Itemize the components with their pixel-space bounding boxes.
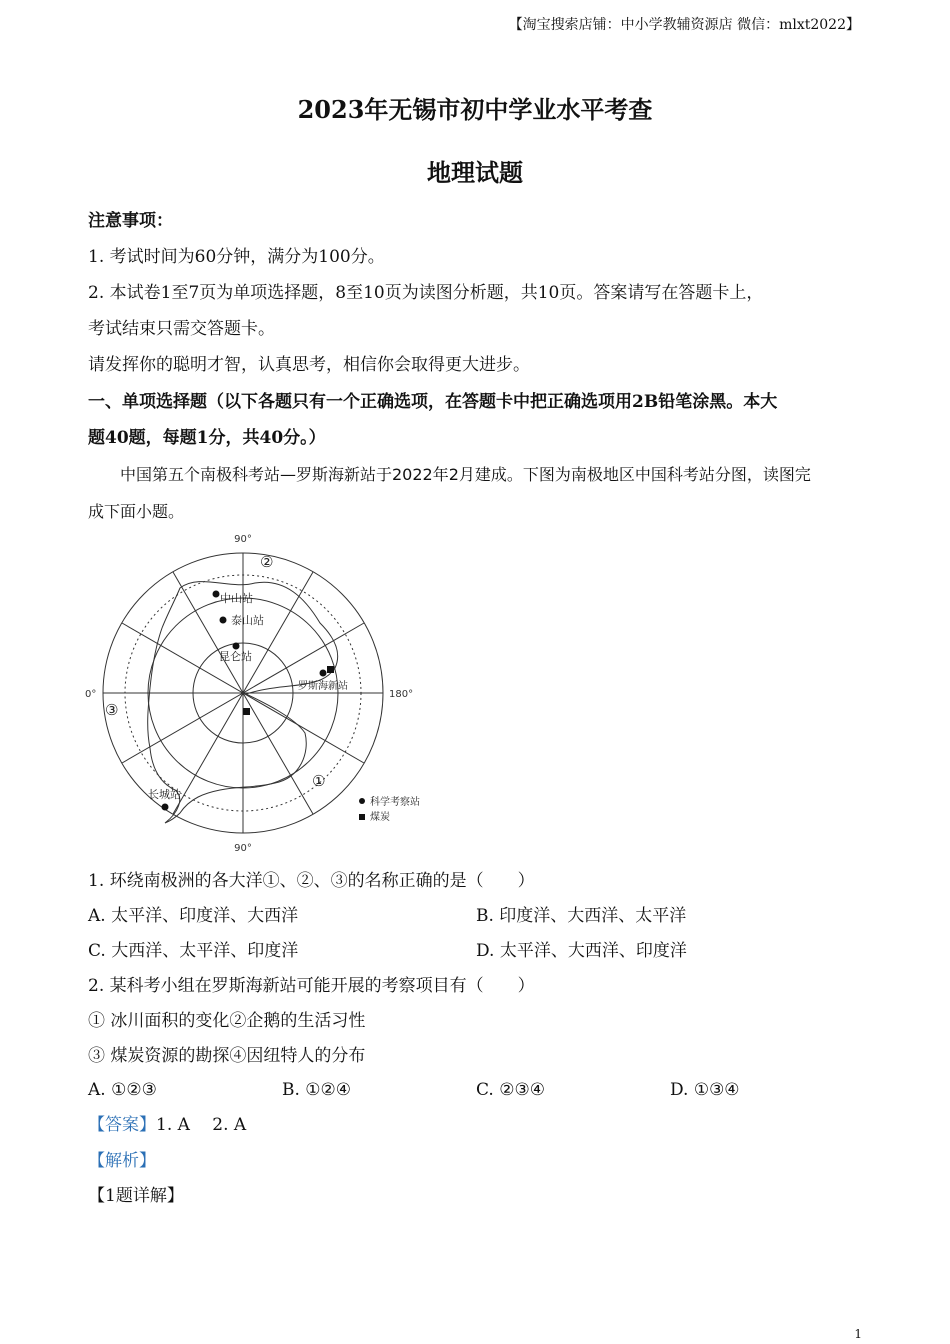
changcheng-station-label: 长城站 — [148, 788, 181, 801]
section-heading-2: 题40题，每题1分，共40分。） — [88, 428, 326, 448]
legend-station-dot — [359, 798, 365, 804]
kunlun-station-dot — [233, 643, 240, 650]
legend-coal-label: 煤炭 — [370, 812, 390, 823]
notice-heading: 注意事项： — [88, 211, 173, 231]
q1-option-b: B. 印度洋、大西洋、太平洋 — [476, 906, 687, 926]
notice-encourage: 请发挥你的聪明才智，认真思考，相信你会取得更大进步。 — [88, 355, 530, 375]
q1-stem: 1. 环绕南极洲的各大洋①、②、③的名称正确的是（ ） — [88, 871, 535, 891]
coal-marker-1 — [327, 666, 334, 673]
notice-item-2b: 考试结束只需交答题卡。 — [88, 319, 275, 339]
passage-line-2: 成下面小题。 — [88, 502, 185, 521]
label-90-top: 90° — [234, 534, 252, 545]
antarctica-map — [80, 528, 440, 858]
q1-option-d: D. 太平洋、大西洋、印度洋 — [476, 941, 687, 961]
page-title: 2023年无锡市初中学业水平考查 — [297, 95, 653, 124]
taishan-station-dot — [220, 617, 227, 624]
rossnew-station-label: 罗斯海新站 — [298, 681, 348, 692]
answer-label: 【答案】 — [88, 1115, 156, 1135]
ocean-3-label: ③ — [105, 701, 119, 719]
legend-station-label: 科学考察站 — [370, 797, 420, 808]
q2-option-b: B. ①②④ — [282, 1080, 352, 1100]
label-180: 180° — [389, 689, 414, 700]
zhongshan-station-label: 中山站 — [220, 592, 253, 605]
q1-option-a: A. 太平洋、印度洋、大西洋 — [88, 906, 299, 926]
q2-option-a: A. ①②③ — [88, 1080, 157, 1100]
page-subtitle: 地理试题 — [427, 158, 523, 187]
header-note: 【淘宝搜索店铺：中小学教辅资源店 微信：mlxt2022】 — [508, 17, 860, 33]
answer-text: 1. A 2. A — [156, 1115, 247, 1135]
q2-option-c: C. ②③④ — [476, 1080, 545, 1100]
notice-item-2a: 2. 本试卷1至7页为单项选择题，8至10页为读图分析题，共10页。答案请写在答题卡上， — [88, 283, 764, 303]
coal-marker-2 — [243, 708, 250, 715]
notice-item-1: 1. 考试时间为60分钟，满分为100分。 — [88, 247, 385, 267]
ocean-2-label: ② — [260, 553, 274, 571]
q2-item-1: ① 冰川面积的变化②企鹅的生活习性 — [88, 1011, 366, 1031]
detail-label: 【1题详解】 — [88, 1186, 184, 1206]
section-heading-1: 一、单项选择题（以下各题只有一个正确选项，在答题卡中把正确选项用2B铅笔涂黑。本大 — [88, 392, 778, 412]
q2-stem: 2. 某科考小组在罗斯海新站可能开展的考察项目有（ ） — [88, 976, 535, 996]
answer-line — [88, 1115, 246, 1135]
zhongshan-station-dot — [213, 591, 220, 598]
q2-item-2: ③ 煤炭资源的勘探④因纽特人的分布 — [88, 1046, 366, 1066]
passage-line-1: 中国第五个南极科考站—罗斯海新站于2022年2月建成。下图为南极地区中国科考站分图，读图完 — [120, 465, 811, 484]
taishan-station-label: 泰山站 — [231, 614, 264, 627]
q1-option-c: C. 大西洋、太平洋、印度洋 — [88, 941, 299, 961]
label-90-bottom: 90° — [234, 843, 252, 854]
changcheng-station-dot — [162, 804, 169, 811]
ocean-1-label: ① — [312, 772, 326, 790]
rossnew-station-dot — [320, 670, 327, 677]
q2-option-d: D. ①③④ — [670, 1080, 740, 1100]
label-0: 0° — [85, 689, 97, 700]
analysis-label: 【解析】 — [88, 1151, 156, 1171]
page-number: 1 — [854, 1327, 862, 1341]
kunlun-station-label: 昆仑站 — [219, 650, 252, 663]
legend-coal-square — [359, 814, 365, 820]
